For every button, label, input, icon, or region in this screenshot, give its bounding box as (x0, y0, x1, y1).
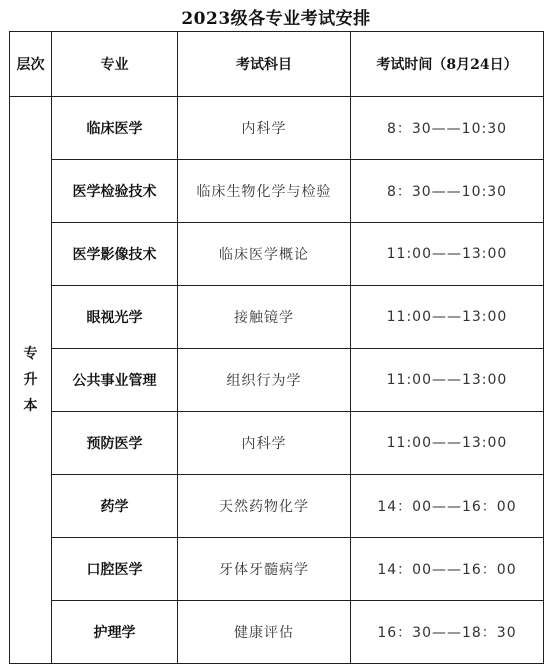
subject-cell: 内科学 (178, 97, 351, 160)
header-row (10, 32, 544, 97)
header-major: 专业 (52, 32, 178, 97)
exam-schedule-table (9, 31, 544, 664)
table-row (10, 97, 544, 160)
level-char: 专 (23, 346, 38, 362)
time-cell: 8：30——10:30 (351, 97, 544, 160)
level-char: 本 (23, 398, 38, 414)
table-row (10, 412, 544, 475)
time-cell: 14：00——16：00 (351, 475, 544, 538)
subject-cell: 临床生物化学与检验 (178, 160, 351, 223)
table-row (10, 286, 544, 349)
major-cell: 医学影像技术 (52, 223, 178, 286)
major-cell: 公共事业管理 (52, 349, 178, 412)
subject-cell: 牙体牙髓病学 (178, 538, 351, 601)
header-time: 考试时间（8月24日） (351, 32, 544, 97)
major-cell: 药学 (52, 475, 178, 538)
page-title: 2023级各专业考试安排 (181, 9, 371, 29)
table-row (10, 160, 544, 223)
major-cell: 口腔医学 (52, 538, 178, 601)
time-cell: 14：00——16：00 (351, 538, 544, 601)
level-cell (10, 97, 52, 664)
subject-cell: 接触镜学 (178, 286, 351, 349)
time-cell: 11:00——13:00 (351, 412, 544, 475)
time-cell: 16：30——18：30 (351, 601, 544, 664)
table-row (10, 475, 544, 538)
time-cell: 8：30——10:30 (351, 160, 544, 223)
major-cell: 临床医学 (52, 97, 178, 160)
major-cell: 护理学 (52, 601, 178, 664)
table-row (10, 349, 544, 412)
level-char: 升 (23, 372, 38, 388)
time-cell: 11:00——13:00 (351, 286, 544, 349)
subject-cell: 健康评估 (178, 601, 351, 664)
major-cell: 预防医学 (52, 412, 178, 475)
table-row (10, 223, 544, 286)
major-cell: 医学检验技术 (52, 160, 178, 223)
table-row (10, 538, 544, 601)
table-row (10, 601, 544, 664)
major-cell: 眼视光学 (52, 286, 178, 349)
time-cell: 11:00——13:00 (351, 223, 544, 286)
time-cell: 11:00——13:00 (351, 349, 544, 412)
header-level: 层次 (10, 32, 52, 97)
subject-cell: 组织行为学 (178, 349, 351, 412)
header-subject: 考试科目 (178, 32, 351, 97)
subject-cell: 内科学 (178, 412, 351, 475)
subject-cell: 临床医学概论 (178, 223, 351, 286)
subject-cell: 天然药物化学 (178, 475, 351, 538)
